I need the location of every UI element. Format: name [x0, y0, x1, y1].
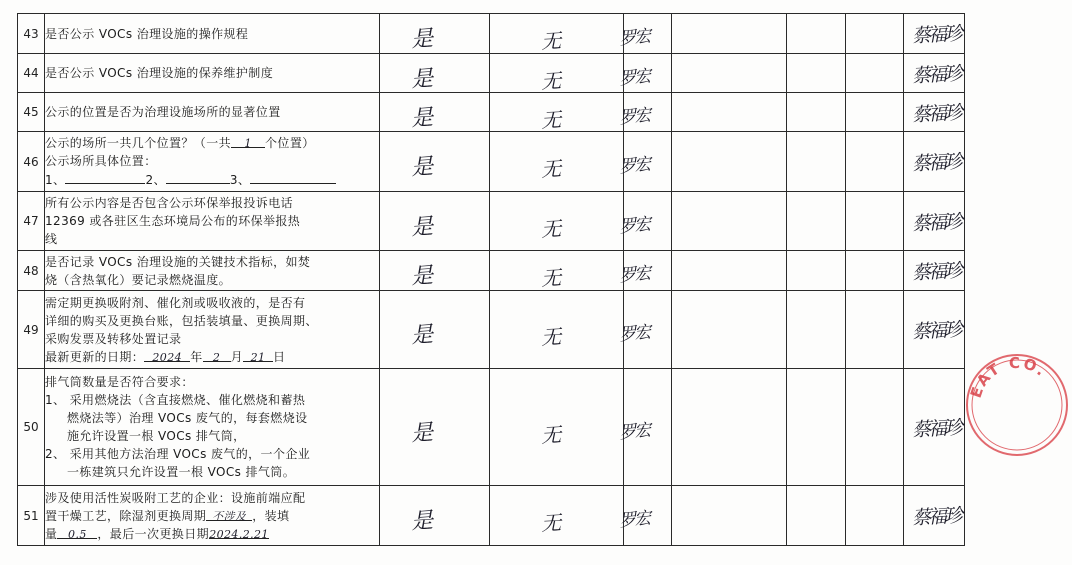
row-number: 50 [18, 369, 45, 486]
answer-handwritten: 是 [410, 322, 435, 349]
date-year-handwritten: 2024 [152, 350, 182, 364]
row-number: 46 [18, 132, 45, 192]
remark-handwritten: 无 [539, 324, 562, 350]
signature-cell [904, 192, 965, 251]
empty-cell [672, 369, 787, 486]
signature-handwritten: 蔡福珍 [911, 62, 961, 87]
row-number: 47 [18, 192, 45, 251]
item-text: 施允许设置一根 VOCs 排气筒， [67, 429, 246, 443]
fill-amount-blank [57, 525, 97, 539]
empty-cell [787, 192, 846, 251]
inspector-cell [617, 251, 672, 291]
desiccant-cycle-blank [206, 507, 252, 521]
empty-cell [787, 486, 846, 546]
item-text: ，装填 [252, 508, 290, 523]
item-text: 1、 [45, 173, 66, 187]
item-text: 详细的购买及更换台账，包括装填量、更换周期、 [45, 313, 318, 328]
location-blank-3 [250, 170, 336, 184]
remark-cell [490, 132, 624, 192]
row-number: 45 [18, 93, 45, 132]
empty-cell [846, 486, 904, 546]
item-text: 公示的场所一共几个位置？（一共 [45, 136, 232, 150]
item-text: 月 [230, 349, 244, 364]
answer-cell [380, 251, 490, 291]
signature-handwritten: 蔡福珍 [911, 210, 961, 235]
empty-cell [787, 132, 846, 192]
date-day-blank [243, 348, 273, 362]
empty-cell [846, 251, 904, 291]
empty-cell [787, 54, 846, 93]
item-text: 燃烧法等）治理 VOCs 废气的，每套燃烧设 [67, 411, 308, 425]
empty-cell [787, 369, 846, 486]
remark-handwritten: 无 [539, 215, 562, 242]
signature-handwritten: 蔡福珍 [911, 416, 961, 441]
check-item [45, 251, 380, 291]
remark-cell [490, 192, 624, 251]
signature-cell [904, 132, 965, 192]
empty-cell [787, 93, 846, 132]
table-row [18, 132, 965, 192]
empty-cell [846, 291, 904, 369]
inspector-cell [617, 486, 672, 546]
inspector-cell [617, 291, 672, 369]
empty-cell [846, 369, 904, 486]
row-number: 43 [18, 14, 45, 54]
remark-handwritten: 无 [539, 421, 562, 448]
inspector-handwritten: 罗宏 [617, 65, 650, 89]
signature-cell [904, 54, 965, 93]
item-text: 1、 采用燃烧法（含直接燃烧、催化燃烧和蓄热 [45, 393, 306, 407]
check-item [45, 291, 380, 369]
empty-cell [672, 132, 787, 192]
empty-cell [672, 251, 787, 291]
empty-cell [787, 251, 846, 291]
signature-cell [904, 93, 965, 132]
remark-handwritten: 无 [539, 67, 562, 94]
table-row [18, 54, 965, 93]
signature-handwritten: 蔡福珍 [911, 22, 961, 48]
empty-cell [672, 54, 787, 93]
inspector-cell [617, 132, 672, 192]
location-blank-2 [166, 170, 230, 184]
inspector-handwritten: 罗宏 [617, 104, 650, 128]
answer-handwritten: 是 [410, 263, 435, 290]
location-count-handwritten: 1 [244, 137, 252, 150]
date-month-handwritten: 2 [212, 350, 221, 364]
inspector-cell [617, 14, 672, 54]
answer-handwritten: 是 [410, 419, 435, 447]
empty-cell [672, 192, 787, 251]
table-row [18, 192, 965, 251]
remark-cell [490, 54, 624, 93]
answer-handwritten: 是 [410, 26, 435, 53]
table-row [18, 369, 965, 486]
date-month-blank [203, 348, 231, 362]
signature-handwritten: 蔡福珍 [911, 259, 961, 285]
answer-cell [380, 132, 490, 192]
empty-cell [672, 486, 787, 546]
location-blank-1 [65, 170, 145, 184]
row-number: 51 [18, 486, 45, 546]
desiccant-cycle-handwritten: 不涉及 [212, 509, 247, 523]
company-seal-stamp [962, 350, 1072, 460]
empty-cell [846, 14, 904, 54]
item-text: 个位置） [265, 136, 315, 150]
signature-handwritten: 蔡福珍 [911, 150, 961, 176]
answer-cell [380, 369, 490, 486]
item-text: 需定期更换吸附剂、催化剂或吸收液的，是否有 [45, 295, 306, 310]
inspector-cell [617, 54, 672, 93]
item-text-line [45, 348, 379, 366]
item-text: 最新更新的日期： [45, 349, 145, 364]
item-text: 公示的位置是否为治理设施场所的显著位置 [45, 105, 281, 119]
signature-cell [904, 291, 965, 369]
item-text: 是否记录 VOCs 治理设施的关键技术指标，如焚 [45, 254, 311, 269]
item-text: 3、 [229, 173, 251, 187]
last-replacement-date-blank [209, 525, 269, 539]
check-item [45, 486, 380, 546]
answer-handwritten: 是 [410, 508, 435, 535]
remark-cell [490, 93, 624, 132]
inspector-cell [617, 93, 672, 132]
remark-handwritten: 无 [539, 156, 562, 182]
item-text: 公示场所具体位置： [45, 154, 157, 168]
stamp-text-path: EAT CO. [966, 353, 1051, 401]
item-text-line [45, 525, 379, 543]
item-text: ，最后一次更换日期 [97, 526, 210, 541]
signature-handwritten: 蔡福珍 [911, 101, 961, 126]
table-row [18, 14, 965, 54]
signature-handwritten: 蔡福珍 [911, 504, 961, 530]
remark-handwritten: 无 [539, 28, 562, 54]
remark-cell [490, 291, 624, 369]
check-item [45, 14, 380, 54]
item-text: 是否公示 VOCs 治理设施的操作规程 [45, 26, 249, 41]
inspector-handwritten: 罗宏 [617, 419, 650, 443]
location-count-blank [231, 134, 265, 148]
empty-cell [787, 291, 846, 369]
table-row [18, 486, 965, 546]
empty-cell [672, 93, 787, 132]
item-text: 烧（含热氧化）要记录燃烧温度。 [45, 272, 232, 287]
last-replacement-date-handwritten: 2024.2.21 [209, 527, 269, 541]
answer-handwritten: 是 [410, 154, 435, 181]
table-row [18, 93, 965, 132]
remark-cell [490, 14, 624, 54]
answer-handwritten: 是 [410, 104, 435, 132]
answer-cell [380, 486, 490, 546]
item-text: 量 [45, 526, 58, 541]
table-row [18, 251, 965, 291]
item-text: 置干燥工艺，除湿剂更换周期 [45, 508, 207, 523]
table-row [18, 291, 965, 369]
row-number: 44 [18, 54, 45, 93]
answer-cell [380, 93, 490, 132]
inspector-cell [617, 369, 672, 486]
item-text-line [45, 134, 379, 152]
item-text: 排气筒数量是否符合要求： [45, 375, 194, 389]
signature-handwritten: 蔡福珍 [911, 318, 961, 344]
fill-amount-handwritten: 0.5 [68, 527, 87, 541]
row-number: 48 [18, 251, 45, 291]
empty-cell [846, 192, 904, 251]
empty-cell [846, 54, 904, 93]
inspector-handwritten: 罗宏 [617, 154, 650, 178]
answer-cell [380, 291, 490, 369]
answer-handwritten: 是 [410, 65, 435, 93]
answer-cell [380, 14, 490, 54]
item-text-line [45, 170, 379, 189]
inspection-table [17, 13, 965, 546]
item-text: 是否公示 VOCs 治理设施的保养维护制度 [45, 66, 274, 80]
remark-handwritten: 无 [539, 106, 562, 133]
inspector-cell [617, 192, 672, 251]
remark-cell [490, 486, 624, 546]
empty-cell [672, 291, 787, 369]
item-text: 采购发票及转移处置记录 [45, 331, 182, 346]
remark-cell [490, 369, 624, 486]
empty-cell [846, 132, 904, 192]
item-text: 年 [190, 349, 203, 364]
answer-cell [380, 54, 490, 93]
remark-handwritten: 无 [539, 265, 562, 291]
signature-cell [904, 369, 965, 486]
item-text-line [45, 507, 379, 525]
item-text: 日 [273, 349, 286, 364]
answer-handwritten: 是 [410, 213, 435, 241]
inspector-handwritten: 罗宏 [617, 263, 650, 287]
inspector-handwritten: 罗宏 [617, 213, 650, 237]
answer-cell [380, 192, 490, 251]
row-number: 49 [18, 291, 45, 369]
remark-cell [490, 251, 624, 291]
date-year-blank [144, 348, 190, 362]
item-text: 所有公示内容是否包含公示环保举报投诉电话 [45, 196, 294, 210]
check-item [45, 192, 380, 251]
signature-cell [904, 486, 965, 546]
inspector-handwritten: 罗宏 [617, 26, 650, 50]
signature-cell [904, 14, 965, 54]
item-text: 线 [45, 232, 58, 246]
item-text: 12369 或各驻区生态环境局公布的环保举报热 [45, 214, 301, 228]
empty-cell [846, 93, 904, 132]
check-item [45, 132, 380, 192]
item-text: 涉及使用活性炭吸附工艺的企业：设施前端应配 [45, 490, 306, 505]
inspector-handwritten: 罗宏 [617, 322, 650, 346]
item-text: 一栋建筑只允许设置一根 VOCs 排气筒。 [67, 465, 296, 479]
remark-handwritten: 无 [539, 510, 562, 536]
date-day-handwritten: 21 [250, 350, 266, 364]
check-item [45, 369, 380, 486]
signature-cell [904, 251, 965, 291]
check-item [45, 54, 380, 93]
inspector-handwritten: 罗宏 [617, 508, 650, 532]
item-text: 2、 [145, 173, 166, 187]
item-text: 2、 采用其他方法治理 VOCs 废气的，一个企业 [45, 447, 311, 461]
empty-cell [672, 14, 787, 54]
empty-cell [787, 14, 846, 54]
check-item [45, 93, 380, 132]
